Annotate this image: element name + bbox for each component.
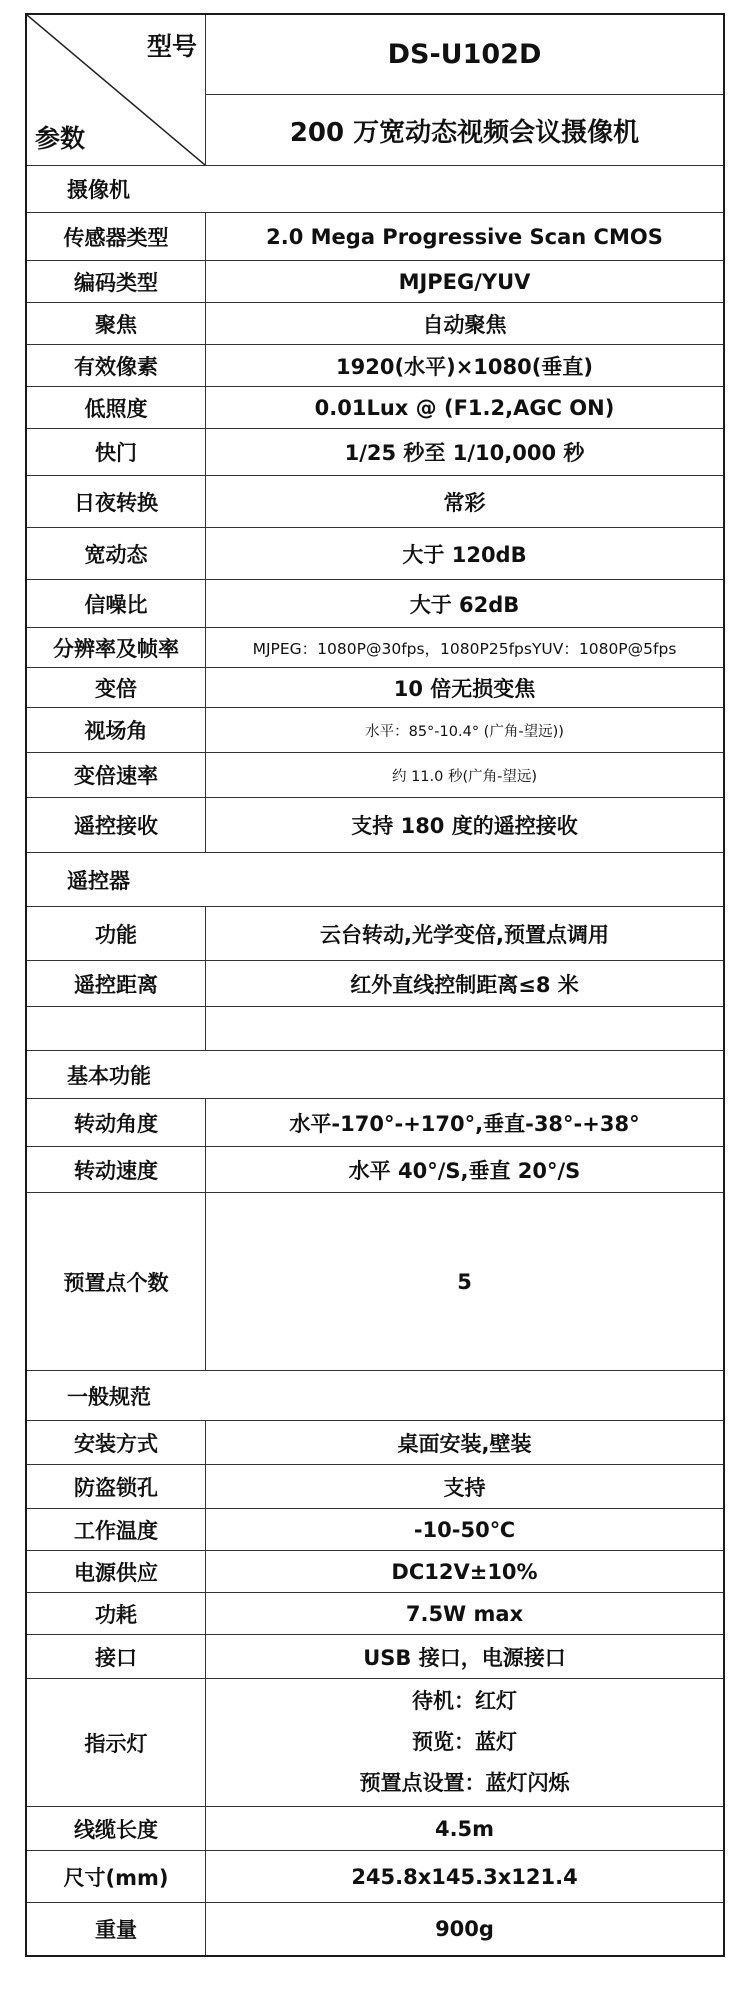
table-row (27, 1193, 723, 1371)
row-label: 编码类型 (27, 261, 206, 302)
row-value: 2.0 Mega Progressive Scan CMOS (266, 224, 663, 249)
row-value: 水平-170°-+170°,垂直-38°-+38° (289, 1111, 640, 1136)
table-row-empty (27, 1007, 723, 1051)
row-label: 信噪比 (27, 580, 206, 627)
section-remote: 遥控器 (27, 853, 723, 907)
table-row (27, 798, 723, 853)
table-row (27, 1099, 723, 1147)
table-row (27, 1465, 723, 1509)
row-value: 常彩 (443, 490, 486, 515)
row-value: 桌面安装,壁装 (397, 1431, 532, 1456)
table-row (27, 1851, 723, 1903)
table-row (27, 1421, 723, 1465)
row-label (27, 1007, 206, 1050)
table-row (27, 261, 723, 303)
table-row (27, 1551, 723, 1593)
row-value: 红外直线控制距离≤8 米 (350, 972, 579, 997)
product-name: 200 万宽动态视频会议摄像机 (289, 117, 640, 148)
row-value: 10 倍无损变焦 (393, 676, 536, 701)
row-label: 变倍 (27, 668, 206, 707)
row-value: 5 (457, 1269, 472, 1294)
table-header (27, 15, 723, 166)
row-value (206, 1007, 723, 1050)
row-value: 水平：85°-10.4° (广角-望远)) (365, 723, 564, 740)
table-row (27, 303, 723, 345)
table-row (27, 1635, 723, 1679)
table-row (27, 628, 723, 668)
indicator-line: 预览：蓝灯 (412, 1730, 517, 1754)
row-value: MJPEG：1080P@30fps，1080P25fpsYUV：1080P@5fps (252, 639, 677, 658)
table-row (27, 708, 723, 753)
table-row (27, 1807, 723, 1851)
row-label: 日夜转换 (27, 476, 206, 527)
table-row (27, 753, 723, 798)
row-label: 遥控接收 (27, 798, 206, 852)
model-number: DS-U102D (206, 15, 723, 95)
row-label: 分辨率及帧率 (27, 628, 206, 667)
row-label: 尺寸(mm) (27, 1851, 206, 1902)
row-label: 聚焦 (27, 303, 206, 344)
row-value: 4.5m (434, 1816, 495, 1841)
row-value: -10-50℃ (413, 1517, 516, 1542)
row-value: 0.01Lux @ (F1.2,AGC ON) (314, 395, 615, 420)
row-label: 转动速度 (27, 1147, 206, 1192)
table-row (27, 387, 723, 429)
table-row (27, 1593, 723, 1635)
row-value: 水平 40°/S,垂直 20°/S (348, 1158, 581, 1183)
row-value: MJPEG/YUV (398, 269, 531, 294)
table-row (27, 429, 723, 476)
row-label: 变倍速率 (27, 753, 206, 797)
row-value: 支持 180 度的遥控接收 (351, 814, 578, 838)
row-label: 功耗 (27, 1593, 206, 1634)
section-general: 一般规范 (27, 1371, 723, 1421)
table-row (27, 668, 723, 708)
row-value: 自动聚焦 (422, 312, 507, 337)
table-row (27, 1147, 723, 1193)
row-label: 预置点个数 (27, 1193, 206, 1370)
row-value: 1/25 秒至 1/10,000 秒 (344, 441, 585, 465)
header-corner-cell (27, 15, 206, 165)
indicator-lines (206, 1679, 723, 1806)
corner-label-model: 型号 (146, 32, 197, 61)
row-value: 245.8x145.3x121.4 (351, 1864, 578, 1889)
section-camera: 摄像机 (27, 166, 723, 213)
row-value: 约 11.0 秒(广角-望远) (391, 768, 538, 785)
table-row (27, 580, 723, 628)
row-label: 接口 (27, 1635, 206, 1678)
row-label: 快门 (27, 429, 206, 475)
indicator-line: 预置点设置：蓝灯闪烁 (359, 1771, 570, 1795)
row-label: 传感器类型 (27, 213, 206, 260)
row-value: 900g (435, 1917, 494, 1941)
row-label: 宽动态 (27, 528, 206, 579)
row-label: 功能 (27, 907, 206, 960)
row-label: 有效像素 (27, 345, 206, 386)
row-value: 大于 62dB (409, 592, 520, 617)
indicator-line: 待机：红灯 (412, 1689, 517, 1713)
table-row-indicator (27, 1679, 723, 1807)
row-label: 低照度 (27, 387, 206, 428)
row-value: 7.5W max (405, 1601, 524, 1626)
row-label: 防盗锁孔 (27, 1465, 206, 1508)
row-label: 遥控距离 (27, 961, 206, 1006)
table-row (27, 1509, 723, 1551)
row-label: 安装方式 (27, 1421, 206, 1464)
table-row (27, 213, 723, 261)
row-value: 1920(水平)×1080(垂直) (336, 354, 593, 379)
row-label: 视场角 (27, 708, 206, 752)
table-row (27, 961, 723, 1007)
row-value: DC12V±10% (391, 1559, 538, 1584)
row-label: 电源供应 (27, 1551, 206, 1592)
corner-label-params: 参数 (35, 124, 86, 153)
table-row (27, 476, 723, 528)
table-row (27, 1903, 723, 1955)
table-row (27, 528, 723, 580)
row-label: 线缆长度 (27, 1807, 206, 1850)
row-label: 重量 (27, 1903, 206, 1955)
table-row (27, 907, 723, 961)
row-value: 支持 (443, 1475, 486, 1500)
row-label: 转动角度 (27, 1099, 206, 1146)
row-label: 工作温度 (27, 1509, 206, 1550)
row-value: 云台转动,光学变倍,预置点调用 (320, 922, 609, 947)
table-row (27, 345, 723, 387)
spec-table (25, 13, 725, 1957)
row-label: 指示灯 (27, 1679, 206, 1806)
row-value: USB 接口，电源接口 (363, 1645, 566, 1670)
section-basic: 基本功能 (27, 1051, 723, 1099)
row-value: 大于 120dB (402, 542, 527, 567)
